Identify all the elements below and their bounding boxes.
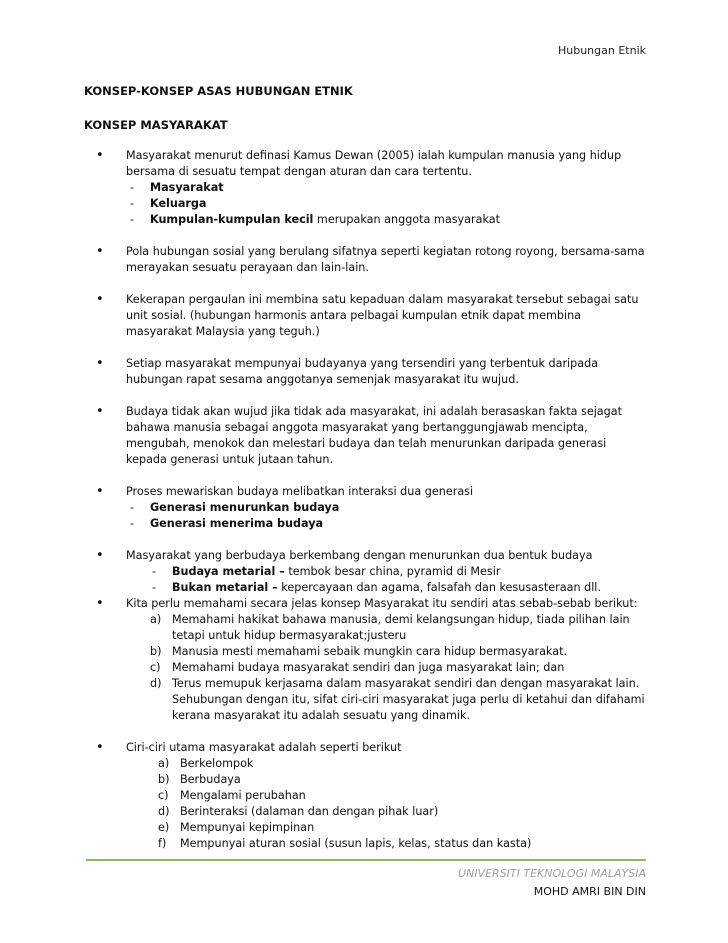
alpha-item: f) Mempunyai aturan sosial (susun lapis, kelas, status dan kasta) bbox=[158, 837, 532, 850]
footer-university: UNIVERSITI TEKNOLOGI MALAYSIA bbox=[458, 867, 646, 880]
bullet-text: • Budaya tidak akan wujud jika tidak ada masyarakat, ini adalah berasaskan fakta sejagat bahawa manusia sebagai anggota masyarakat yang bertanggungjawab mencipta, mengubah, menokok dan melestari budaya dan telah menurunkan daripada generasi kepada generasi untuk jutaan tahun. bbox=[126, 405, 623, 466]
running-header: Hubungan Etnik bbox=[557, 44, 646, 57]
dash-item: - Keluarga bbox=[126, 196, 646, 212]
dash-item: - Budaya metarial – tembok besar china, pyramid di Mesir bbox=[148, 564, 646, 580]
bullet-text: • Setiap masyarakat mempunyai budayanya yang tersendiri yang terbentuk daripada hubungan rapat sesama anggotanya semenjak masyarakat itu wujud. bbox=[126, 357, 599, 386]
bullet-6 bbox=[86, 484, 646, 532]
bullet-5 bbox=[86, 404, 646, 468]
bullet-8 bbox=[86, 596, 646, 724]
dash-item: - Kumpulan-kumpulan kecil merupakan anggota masyarakat bbox=[126, 212, 646, 228]
bullet-text: • Masyarakat menurut definasi Kamus Dewan (2005) ialah kumpulan manusia yang hidup bersama di sesuatu tempat dengan aturan dan cara tertentu. bbox=[126, 149, 622, 178]
alpha-item: d) Berinteraksi (dalaman dan dengan pihak luar) bbox=[158, 805, 439, 818]
document-title: KONSEP-KONSEP ASAS HUBUNGAN ETNIK bbox=[84, 84, 353, 98]
bullet-text: • Kita perlu memahami secara jelas konsep Masyarakat itu sendiri atas sebab-sebab berikut: bbox=[126, 597, 638, 610]
bullet-4 bbox=[86, 356, 646, 388]
content-body bbox=[86, 148, 646, 852]
alpha-item: c) Mengalami perubahan bbox=[158, 789, 306, 802]
alpha-item: c) Memahami budaya masyarakat sendiri dan juga masyarakat lain; dan bbox=[150, 661, 565, 674]
dash-item: - Masyarakat bbox=[126, 180, 646, 196]
alpha-item: b) Manusia mesti memahami sebaik mungkin cara hidup bermasyarakat. bbox=[150, 645, 568, 658]
dash-item: - Generasi menurunkan budaya bbox=[126, 500, 646, 516]
bullet-3 bbox=[86, 292, 646, 340]
bullet-text: • Proses mewariskan budaya melibatkan interaksi dua generasi bbox=[126, 485, 474, 498]
bullet-1 bbox=[86, 148, 646, 228]
footer-divider bbox=[86, 859, 646, 861]
alpha-item: d) Terus memupuk kerjasama dalam masyarakat sendiri dan dengan masyarakat lain. Sehubungan dengan itu, sifat ciri-ciri masyarakat juga perlu di ketahui dan difahami kerana masyarakat itu adalah sesuatu yang dinamik. bbox=[150, 677, 645, 722]
dash-item: - Bukan metarial – kepercayaan dan agama, falsafah dan kesusasteraan dll. bbox=[148, 580, 646, 596]
alpha-item: b) Berbudaya bbox=[158, 773, 241, 786]
footer-author: MOHD AMRI BIN DIN bbox=[533, 885, 646, 898]
bullet-text: • Ciri-ciri utama masyarakat adalah seperti berikut bbox=[126, 741, 402, 754]
bullet-9 bbox=[86, 740, 646, 852]
alpha-item: a) Memahami hakikat bahawa manusia, demi kelangsungan hidup, tiada pilihan lain tetapi untuk hidup bermasyarakat;justeru bbox=[150, 613, 630, 642]
bullet-text: • Masyarakat yang berbudaya berkembang dengan menurunkan dua bentuk budaya bbox=[126, 549, 593, 562]
alpha-item: a) Berkelompok bbox=[158, 757, 254, 770]
alpha-item: e) Mempunyai kepimpinan bbox=[158, 821, 315, 834]
bullet-2 bbox=[86, 244, 646, 276]
bullet-7 bbox=[86, 548, 646, 596]
dash-item: - Generasi menerima budaya bbox=[126, 516, 646, 532]
section-heading: KONSEP MASYARAKAT bbox=[84, 118, 228, 132]
bullet-text: • Kekerapan pergaulan ini membina satu kepaduan dalam masyarakat tersebut sebagai satu unit sosial. (hubungan harmonis antara pelbagai kumpulan etnik dapat membina masyarakat Malaysia yang teguh.) bbox=[126, 293, 639, 338]
bullet-text: • Pola hubungan sosial yang berulang sifatnya seperti kegiatan rotong royong, bersama-sama merayakan sesuatu perayaan dan lain-lain. bbox=[126, 245, 645, 274]
